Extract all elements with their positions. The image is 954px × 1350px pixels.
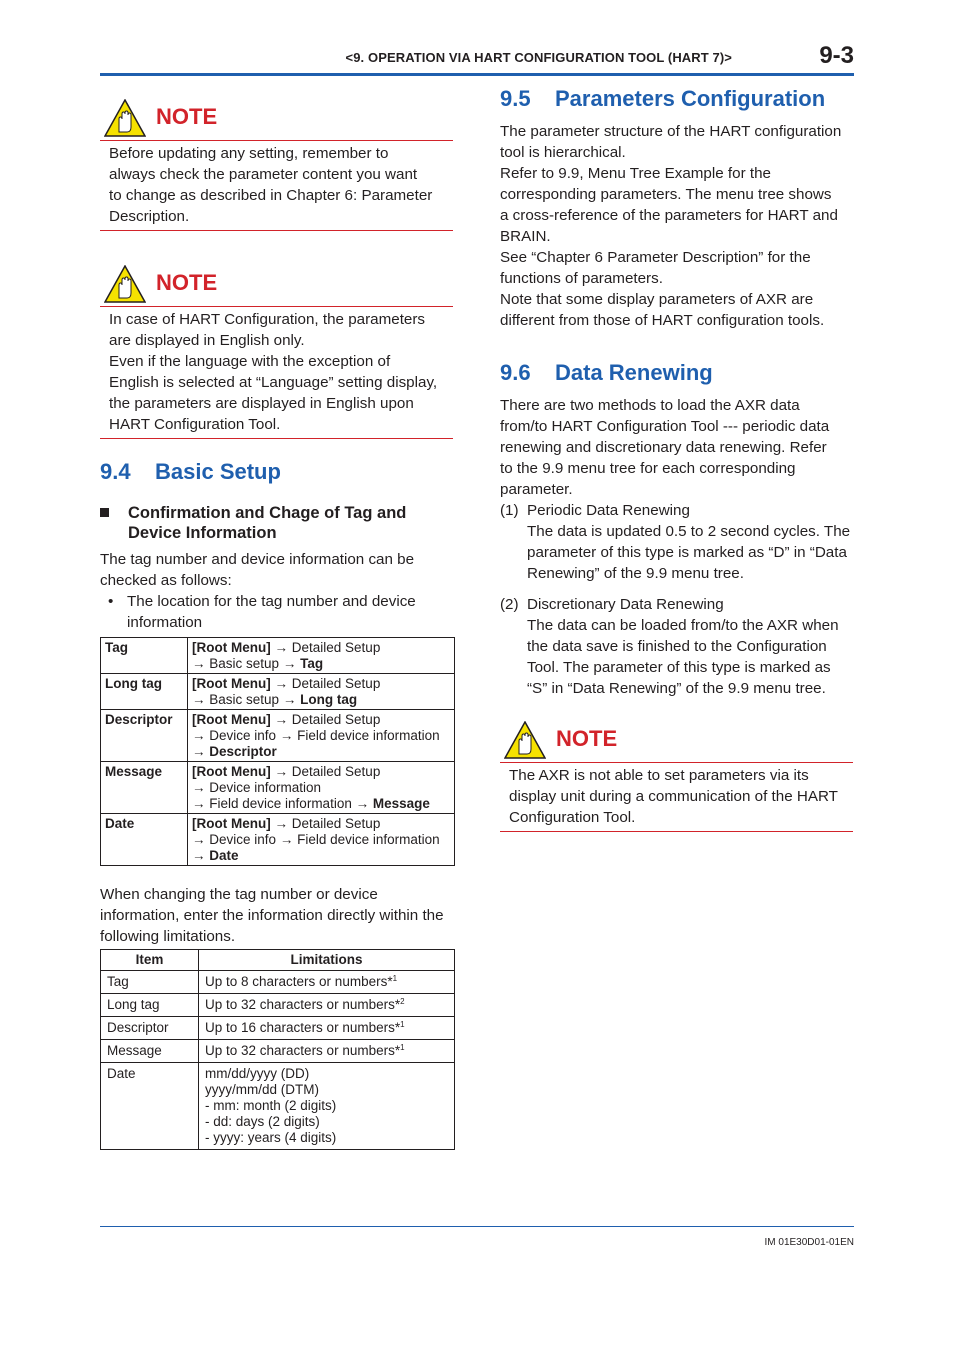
warning-hand-icon: [504, 721, 546, 759]
note-title: NOTE: [156, 104, 218, 129]
note-text: The AXR is not able to set parameters via its display unit during a communication of the HART Configuration Tool.: [500, 763, 853, 832]
table-row: Descriptor Up to 16 characters or numbers*$^1$: [101, 1017, 455, 1040]
limitations-table: [100, 949, 455, 1150]
section-title-9-6: 9.6 Data Renewing: [500, 360, 713, 385]
footer-rule: [100, 1226, 854, 1227]
note-title: NOTE: [556, 726, 618, 751]
list-item: (2) Discretionary Data Renewing The data can be loaded from/to the AXR when the data save is finished to the Configuration Tool. The parameter of this type is marked as “S” in “Data Renewing” of the 9.9 menu tree.: [500, 596, 839, 697]
note-text: In case of HART Configuration, the parameters are displayed in English only. Even if the language with the exception of English is selected at “Language” setting display, the parameters are displayed in English upon HART Configuration Tool.: [100, 307, 453, 439]
note-title: NOTE: [156, 270, 218, 295]
paragraph-data-renewing: There are two methods to load the AXR data from/to HART Configuration Tool --- periodic data renewing and discretionary data renewing. Refer to the 9.9 menu tree for each corresponding parameter. (1) Periodic Data Renewing The data is updated 0.5 to 2 second cycles. The parameter of this type is marked as “D” in “Data Renewing” of the 9.9 menu tree. (2) Discretionary Data Renewing The data can be loaded from/to the AXR when the data save is finished to the Configuration Tool. The parameter of this type is marked as “S” in “Data Renewing” of the 9.9 menu tree.: [500, 395, 860, 699]
warning-hand-icon: [104, 265, 146, 303]
paragraph-tag-intro: The tag number and device information can be checked as follows: • The location for the tag number and device information: [100, 549, 455, 633]
table-row: Message Up to 32 characters or numbers*$^1$: [101, 1040, 455, 1063]
note-box-2: [100, 265, 453, 439]
warning-hand-icon: [104, 99, 146, 137]
table-row: Date [Root Menu] → Detailed Setup → Device info → Field device information → Date: [101, 814, 455, 866]
subsection-heading: Confirmation and Chage of Tag and Device Information: [100, 503, 455, 543]
section-title-9-5: 9.5 Parameters Configuration: [500, 86, 826, 111]
table-row: Descriptor [Root Menu] → Detailed Setup → Device info → Field device information → Descriptor: [101, 710, 455, 762]
table-header-row: Item Limitations: [101, 950, 455, 971]
note-text: Before updating any setting, remember to always check the parameter content you want to change as described in Chapter 6: Parameter Description.: [100, 141, 453, 231]
page-header: [100, 42, 854, 76]
list-item: (1) Periodic Data Renewing The data is updated 0.5 to 2 second cycles. The parameter of this type is marked as “D” in “Data Renewing” of the 9.9 menu tree.: [500, 502, 851, 582]
table-row: Tag Up to 8 characters or numbers*$^1$: [101, 971, 455, 994]
paragraph-limitations-intro: When changing the tag number or device information, enter the information directly within the following limitations.: [100, 886, 444, 945]
bullet-item: • The location for the tag number and device information: [108, 593, 416, 631]
chapter-title: <9. OPERATION VIA HART CONFIGURATION TOOL (HART 7)>: [345, 50, 732, 65]
note-box-1: [100, 99, 453, 231]
table-row: Long tag Up to 32 characters or numbers*$^2$: [101, 994, 455, 1017]
note-box-3: [500, 721, 853, 832]
table-row: Message [Root Menu] → Detailed Setup → Device information → Field device information → Message: [101, 762, 455, 814]
table-row: Tag [Root Menu] → Detailed Setup → Basic setup → Tag: [101, 638, 455, 674]
menu-path-table: [100, 637, 455, 866]
paragraph-parameters: The parameter structure of the HART configuration tool is hierarchical. Refer to 9.9, Menu Tree Example for the corresponding parameters. The menu tree shows a cross-reference of the parameters for HART and BRAIN. See “Chapter 6 Parameter Description” for the functions of parameters. Note that some display parameters of AXR are different from those of HART configuration tools.: [500, 123, 842, 329]
section-title-9-4: 9.4 Basic Setup: [100, 459, 281, 484]
table-row: Date mm/dd/yyyy (DD) yyyy/mm/dd (DTM) - mm: month (2 digits) - dd: days (2 digits) - yyyy: years (4 digits): [101, 1063, 455, 1150]
table-row: Long tag [Root Menu] → Detailed Setup → Basic setup → Long tag: [101, 674, 455, 710]
document-id: IM 01E30D01-01EN: [764, 1237, 854, 1248]
square-bullet-icon: [100, 508, 109, 517]
page-number: 9-3: [819, 42, 854, 69]
